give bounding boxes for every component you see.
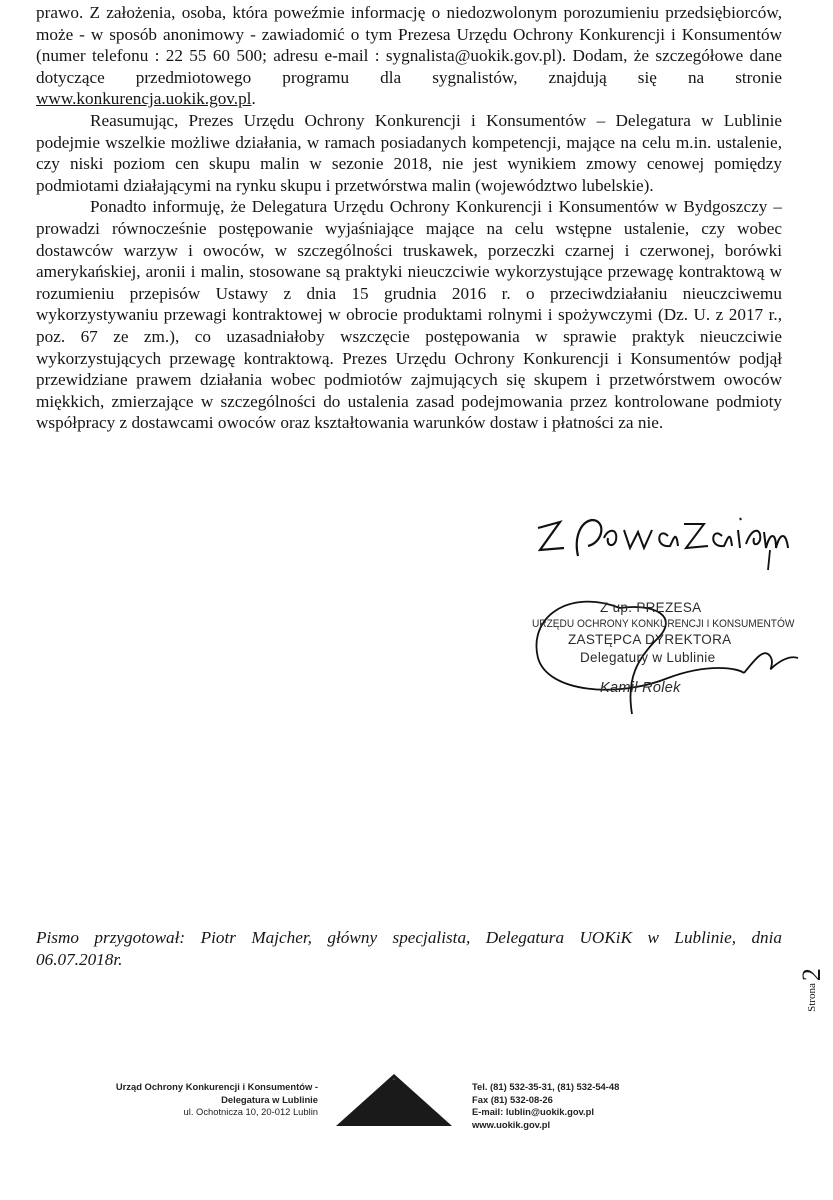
- paragraph-2: Reasumując, Prezes Urzędu Ochrony Konkurencji i Konsumentów – Delegatura w Lublinie podejmie wszelkie możliwe działania, w ramach posiadanych kompetencji, mające na celu m.in. ustalenie, czy niski poziom cen skupu malin w sezonie 2018, nie jest wynikiem zmowy cenowej pomiędzy podmiotami działającymi na rynku skupu i przetwórstwa malin (województwo lubelskie).: [36, 110, 782, 195]
- footer-fax: Fax (81) 532-08-26: [472, 1093, 553, 1105]
- footer-street: ul. Ochotnicza 10, 20-012 Lublin: [183, 1106, 318, 1118]
- footer-email: E-mail: lublin@uokik.gov.pl: [472, 1106, 594, 1118]
- stamp-line-4: Delegatury w Lublinie: [580, 650, 716, 665]
- stamp-line-2: URZĘDU OCHRONY KONKURENCJI I KONSUMENTÓW: [532, 618, 795, 630]
- signature-block: [508, 508, 808, 718]
- page-label: Strona: [806, 983, 818, 1012]
- letter-body: [36, 2, 782, 434]
- prepared-by-line-2: 06.07.2018r.: [36, 949, 123, 969]
- footer-contact: [472, 1081, 732, 1131]
- prepared-by-line-1: Pismo przygotował: Piotr Majcher, główny specjalista, Delegatura UOKiK w Lublinie, dnia: [36, 928, 782, 947]
- footer-phone: Tel. (81) 532-35-31, (81) 532-54-48: [472, 1081, 620, 1092]
- prepared-by-note: [36, 927, 782, 970]
- paragraph-1-text: prawo. Z założenia, osoba, która poweźmie informację o niedozwolonym porozumieniu przedsiębiorców, może - w sposób anonimowy - zawiadomić o tym Prezesa Urzędu Ochrony Konkurencji i Konsumentów (numer telefonu : 22 55 60 500; adresu e-mail : sygnalista@uokik.gov.pl). Dodam, że szczegółowe dane dotyczące przedmiotowego programu dla sygnalistów, znajdują się na stronie: [36, 3, 782, 87]
- footer-branch: Delegatura w Lublinie: [221, 1093, 318, 1105]
- uokik-logo-icon: [334, 1072, 454, 1128]
- paragraph-3: Ponadto informuję, że Delegatura Urzędu Ochrony Konkurencji i Konsumentów w Bydgoszczy – prowadzi równocześnie postępowanie wyjaśniające mające na celu wstępne ustalenie, czy wobec dostawców warzyw i owoców, w szczególności truskawek, porzeczki czarnej i czerwonej, borówki amerykańskiej, aronii i malin, stosowane są praktyki nieuczciwie wykorzystujące przewagę kontraktową w rozumieniu przepisów Ustawy z dnia 15 grudnia 2016 r. o przeciwdziałaniu nieuczciwemu wykorzystywaniu przewagi kontraktowej w obrocie produktami rolnymi i spożywczymi (Dz. U. z 2017 r., poz. 67 ze zm.), co uzasadniałoby wszczęcie postępowania w sprawie praktyk nieuczciwie wykorzystujących przewagę kontraktową. Prezes Urzędu Ochrony Konkurencji i Konsumentów podjął przewidziane prawem działania wobec podmiotów zajmujących się skupem i przetwórstwem owoców miękkich, zmierzające w szczególności do ustalenia zasad podejmowania przez kontrolowane podmioty współpracy z dostawcami owoców oraz kształtowania warunków dostaw i płatności za nie.: [36, 197, 782, 433]
- footer-address: [60, 1081, 318, 1119]
- page-number-value: 2: [797, 968, 826, 982]
- stamp-line-1: Z up. PREZESA: [600, 600, 702, 615]
- footer-org-name: Urząd Ochrony Konkurencji i Konsumentów -: [115, 1081, 318, 1092]
- paragraph-1-end: .: [251, 89, 256, 109]
- stamp-line-3: ZASTĘPCA DYREKTORA: [568, 632, 732, 647]
- konkurencja-link[interactable]: www.konkurencja.uokik.gov.pl: [36, 89, 252, 109]
- page-number: [797, 958, 827, 1022]
- stamp-name: Kamil Rolek: [600, 680, 681, 696]
- footer-website: www.uokik.gov.pl: [472, 1118, 551, 1130]
- paragraph-1: [36, 2, 782, 110]
